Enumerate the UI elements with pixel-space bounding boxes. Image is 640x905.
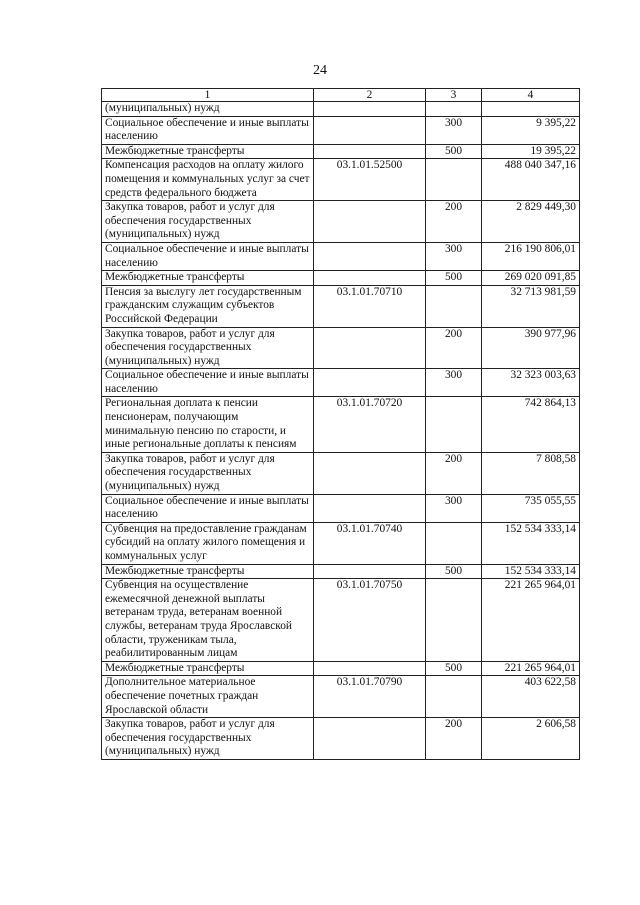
page-number: 24 xyxy=(313,63,327,78)
cell-name: Социальное обеспечение и иные выплаты населению xyxy=(102,369,314,397)
cell-expense-type: 500 xyxy=(426,661,482,676)
cell-expense-type xyxy=(426,285,482,327)
cell-name: Закупка товаров, работ и услуг для обеспечения государственных (муниципальных) нужд xyxy=(102,201,314,243)
cell-expense-type: 500 xyxy=(426,271,482,286)
cell-expense-type: 200 xyxy=(426,327,482,369)
cell-code: 03.1.01.70720 xyxy=(314,397,426,452)
cell-sum: 735 055,55 xyxy=(482,494,580,522)
cell-name: Компенсация расходов на оплату жилого помещения и коммунальных услуг за счет средств федерального бюджета xyxy=(102,159,314,201)
cell-expense-type: 300 xyxy=(426,494,482,522)
table-row xyxy=(102,397,580,452)
table-row xyxy=(102,201,580,243)
cell-sum xyxy=(482,102,580,117)
table-row xyxy=(102,452,580,494)
cell-code: 03.1.01.52500 xyxy=(314,159,426,201)
cell-expense-type: 300 xyxy=(426,369,482,397)
cell-expense-type xyxy=(426,102,482,117)
header-cell-code: 2 xyxy=(314,89,426,102)
cell-code xyxy=(314,661,426,676)
cell-name: Социальное обеспечение и иные выплаты населению xyxy=(102,242,314,270)
cell-sum: 2 829 449,30 xyxy=(482,201,580,243)
cell-name: Закупка товаров, работ и услуг для обеспечения государственных (муниципальных) нужд xyxy=(102,452,314,494)
header-cell-sum: 4 xyxy=(482,89,580,102)
table-row xyxy=(102,661,580,676)
cell-sum: 32 713 981,59 xyxy=(482,285,580,327)
cell-name: Закупка товаров, работ и услуг для обеспечения государственных (муниципальных) нужд xyxy=(102,718,314,760)
cell-sum: 152 534 333,14 xyxy=(482,564,580,579)
cell-expense-type: 500 xyxy=(426,564,482,579)
cell-name: Региональная доплата к пенсии пенсионерам, получающим минимальную пенсию по старости, и иные региональные доплаты к пенсиям xyxy=(102,397,314,452)
cell-sum: 742 864,13 xyxy=(482,397,580,452)
table-row xyxy=(102,494,580,522)
budget-table xyxy=(101,88,580,760)
cell-expense-type: 500 xyxy=(426,144,482,159)
table-body xyxy=(102,102,580,760)
cell-code xyxy=(314,327,426,369)
cell-sum: 390 977,96 xyxy=(482,327,580,369)
cell-code: 03.1.01.70740 xyxy=(314,522,426,564)
cell-name: Пенсия за выслугу лет государственным гражданским служащим субъектов Российской Федерации xyxy=(102,285,314,327)
table-row xyxy=(102,116,580,144)
table-row xyxy=(102,285,580,327)
cell-code xyxy=(314,494,426,522)
cell-code xyxy=(314,144,426,159)
header-row xyxy=(102,89,580,102)
table-row xyxy=(102,522,580,564)
cell-sum: 221 265 964,01 xyxy=(482,661,580,676)
cell-code xyxy=(314,201,426,243)
table-row xyxy=(102,242,580,270)
cell-sum: 2 606,58 xyxy=(482,718,580,760)
cell-sum: 19 395,22 xyxy=(482,144,580,159)
cell-code xyxy=(314,718,426,760)
cell-sum: 32 323 003,63 xyxy=(482,369,580,397)
cell-expense-type: 300 xyxy=(426,116,482,144)
table-row xyxy=(102,579,580,662)
cell-name: Межбюджетные трансферты xyxy=(102,144,314,159)
table-row xyxy=(102,102,580,117)
cell-name: Субвенция на осуществление ежемесячной денежной выплаты ветеранам труда, ветеранам военной службы, ветеранам труда Ярославской области, труженикам тыла, реабилитированным лицам xyxy=(102,579,314,662)
table-row xyxy=(102,159,580,201)
table-row xyxy=(102,144,580,159)
cell-expense-type: 200 xyxy=(426,452,482,494)
cell-name: Межбюджетные трансферты xyxy=(102,271,314,286)
table-row xyxy=(102,676,580,718)
cell-name: Субвенция на предоставление гражданам субсидий на оплату жилого помещения и коммунальных услуг xyxy=(102,522,314,564)
cell-code: 03.1.01.70710 xyxy=(314,285,426,327)
cell-name: Межбюджетные трансферты xyxy=(102,661,314,676)
cell-code xyxy=(314,271,426,286)
header-cell-type: 3 xyxy=(426,89,482,102)
table-row xyxy=(102,718,580,760)
cell-sum: 488 040 347,16 xyxy=(482,159,580,201)
cell-code: 03.1.01.70790 xyxy=(314,676,426,718)
cell-expense-type xyxy=(426,159,482,201)
table-row xyxy=(102,564,580,579)
cell-code: 03.1.01.70750 xyxy=(314,579,426,662)
cell-code xyxy=(314,369,426,397)
cell-sum: 269 020 091,85 xyxy=(482,271,580,286)
table-row xyxy=(102,271,580,286)
cell-expense-type xyxy=(426,676,482,718)
cell-sum: 7 808,58 xyxy=(482,452,580,494)
cell-code xyxy=(314,564,426,579)
table-row xyxy=(102,327,580,369)
cell-sum: 9 395,22 xyxy=(482,116,580,144)
cell-expense-type xyxy=(426,579,482,662)
cell-code xyxy=(314,116,426,144)
cell-expense-type: 300 xyxy=(426,242,482,270)
cell-name: Социальное обеспечение и иные выплаты населению xyxy=(102,116,314,144)
cell-name: Дополнительное материальное обеспечение почетных граждан Ярославской области xyxy=(102,676,314,718)
cell-name: Закупка товаров, работ и услуг для обеспечения государственных (муниципальных) нужд xyxy=(102,327,314,369)
cell-sum: 221 265 964,01 xyxy=(482,579,580,662)
table-row xyxy=(102,369,580,397)
cell-sum: 152 534 333,14 xyxy=(482,522,580,564)
cell-code xyxy=(314,242,426,270)
cell-expense-type xyxy=(426,397,482,452)
cell-sum: 403 622,58 xyxy=(482,676,580,718)
cell-code xyxy=(314,102,426,117)
cell-name: Межбюджетные трансферты xyxy=(102,564,314,579)
cell-expense-type xyxy=(426,522,482,564)
cell-expense-type: 200 xyxy=(426,718,482,760)
cell-sum: 216 190 806,01 xyxy=(482,242,580,270)
cell-name: Социальное обеспечение и иные выплаты населению xyxy=(102,494,314,522)
cell-expense-type: 200 xyxy=(426,201,482,243)
cell-code xyxy=(314,452,426,494)
cell-name: (муниципальных) нужд xyxy=(102,102,314,117)
header-cell-name: 1 xyxy=(102,89,314,102)
